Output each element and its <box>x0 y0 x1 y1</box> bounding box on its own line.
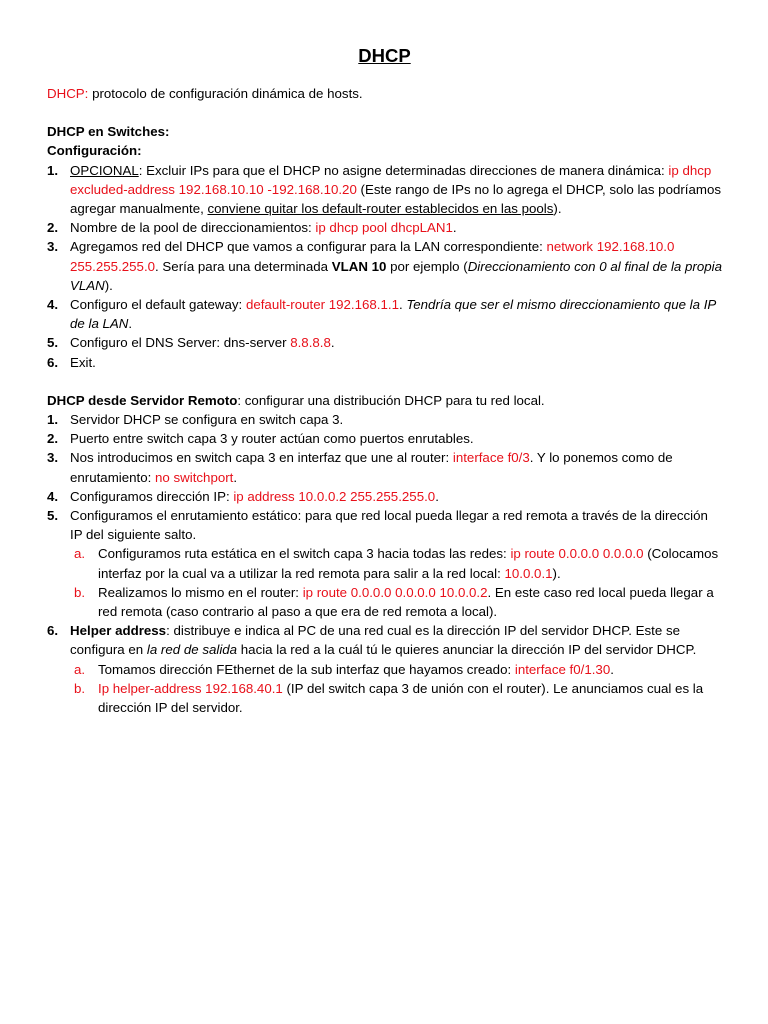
item-text: Configuramos el enrutamiento estático: para que red local pueda llegar a red remota a través de la dirección IP del siguiente salto. <box>70 508 708 543</box>
item-text: por ejemplo ( <box>386 258 468 274</box>
item-text: ). <box>553 201 562 217</box>
item-text: . <box>610 661 614 677</box>
item-number: 3. <box>47 450 59 466</box>
item-text: ). <box>104 277 113 293</box>
command-text: ip address 10.0.0.2 255.255.255.0 <box>233 488 436 504</box>
item-text: ). <box>552 565 561 581</box>
item-text: (IP del switch capa 3 de unión con el router). Le anunciamos cual es la dirección IP del servidor. <box>98 680 704 716</box>
section2-heading-rest: : configurar una distribución DHCP para tu red local. <box>237 392 545 408</box>
item-number: 2. <box>47 220 59 236</box>
command-text: interface f0/3 <box>452 450 530 466</box>
section2-list <box>47 410 722 717</box>
command-text: network 192.168.10.0 255.255.255.0 <box>70 239 675 274</box>
list-item <box>47 621 722 717</box>
command-text: default-router 192.168.1.1 <box>245 297 399 313</box>
item-number: 3. <box>47 239 59 255</box>
sub-marker: b. <box>74 584 86 600</box>
command-text: ip dhcp pool dhcpLAN1 <box>315 220 453 236</box>
sub-marker: a. <box>74 661 86 677</box>
section1-subheading: Configuración: <box>47 143 142 159</box>
item-number: 6. <box>47 623 59 639</box>
item-number: 5. <box>47 335 59 351</box>
item-text: Configuro el default gateway: <box>70 297 246 313</box>
command-text: Ip helper-address 192.168.40.1 <box>98 680 283 696</box>
list-item <box>47 237 722 295</box>
intro-label: DHCP: <box>47 86 89 101</box>
list-item <box>47 506 722 621</box>
item-number: 2. <box>47 431 59 447</box>
command-text: no switchport <box>155 469 234 485</box>
section2-heading-line <box>47 391 722 410</box>
item-number: 1. <box>47 412 59 428</box>
intro-paragraph <box>47 84 722 103</box>
list-item <box>47 410 722 429</box>
command-text: ip dhcp excluded-address 192.168.10.10 -192.168.10.20 <box>70 162 712 197</box>
vlan-label: VLAN 10 <box>331 258 387 274</box>
item-text: Configuramos dirección IP: <box>70 488 234 504</box>
item-text: Colocamos interfaz por la cual va a utilizar la red remota para salir a la red local: <box>98 546 719 581</box>
item-number: 4. <box>47 488 59 504</box>
item-text: . <box>233 469 238 485</box>
item-number: 5. <box>47 508 59 524</box>
item-number: 1. <box>47 162 59 178</box>
command-text: ip route 0.0.0.0 0.0.0.0 <box>510 546 644 562</box>
item-text: ( <box>643 546 652 562</box>
item-text: Servidor DHCP se configura en switch capa 3. <box>70 412 344 428</box>
underlined-note: conviene quitar los default-router establecidos en las pools <box>207 201 554 217</box>
helper-address-label: Helper address <box>70 623 167 639</box>
italic-note: Tendría que ser el mismo direccionamiento que la IP de la LAN <box>70 297 716 332</box>
optional-label: OPCIONAL <box>70 162 139 178</box>
list-item <box>47 295 722 333</box>
italic-note: Direccionamiento con 0 al final de la propia VLAN <box>70 258 722 293</box>
sub-marker: b. <box>74 680 86 696</box>
italic-note: la red de salida <box>146 642 238 658</box>
item-text: : distribuye e indica al PC de una red cual es la dirección IP del servidor DHCP. Este se configura en <box>70 623 680 658</box>
item-text: . Y lo ponemos como de enrutamiento: <box>70 450 673 485</box>
item-text: Agregamos red del DHCP que vamos a configurar para la LAN correspondiente: <box>70 239 547 255</box>
command-text: 8.8.8.8 <box>290 335 331 351</box>
item-number: 6. <box>47 354 59 370</box>
item-text: Tomamos dirección FEthernet de la sub interfaz que hayamos creado: <box>98 661 515 677</box>
item-text: . En este caso red local pueda llegar a red remota (caso contrario al paso a que era de red remota a local). <box>98 584 714 620</box>
item-text: . <box>398 297 407 313</box>
page-title: DHCP <box>358 45 411 66</box>
section1-heading: DHCP en Switches: <box>47 124 170 140</box>
item-text: . <box>452 220 457 236</box>
intro-text: protocolo de configuración dinámica de hosts. <box>88 86 363 101</box>
sublist-item <box>71 660 722 679</box>
item-text: . Sería para una determinada <box>155 258 332 274</box>
command-text: 10.0.0.1 <box>504 565 553 581</box>
item-text: Configuramos ruta estática en el switch capa 3 hacia todas las redes: <box>98 546 511 562</box>
item-text: Nos introducimos en switch capa 3 en interfaz que une al router: <box>70 450 453 466</box>
sublist <box>70 544 722 621</box>
sublist <box>70 660 722 718</box>
list-item <box>47 333 722 352</box>
section2-heading: DHCP desde Servidor Remoto <box>47 392 238 408</box>
list-item <box>47 353 722 372</box>
item-text: (Este rango de IPs no lo agrega el DHCP, solo las podríamos agregar manualmente, <box>70 181 721 217</box>
item-text: Exit. <box>70 354 96 370</box>
item-text: Puerto entre switch capa 3 y router actúan como puertos enrutables. <box>70 431 474 447</box>
sublist-item <box>71 679 722 717</box>
list-item <box>47 448 722 486</box>
item-text: Realizamos lo mismo en el router: <box>98 584 303 600</box>
item-text: . <box>128 316 133 332</box>
command-text: ip route 0.0.0.0 0.0.0.0 10.0.0.2 <box>302 584 488 600</box>
item-number: 4. <box>47 297 59 313</box>
sublist-item <box>71 583 722 621</box>
section1-list <box>47 161 722 372</box>
command-text: interface f0/1.30 <box>514 661 611 677</box>
list-item <box>47 429 722 448</box>
spacer <box>47 372 722 391</box>
sub-marker: a. <box>74 546 86 562</box>
item-text: . <box>435 488 439 504</box>
spacer <box>47 103 722 122</box>
item-text: : Excluir IPs para que el DHCP no asigne determinadas direcciones de manera dinámica: <box>138 162 669 178</box>
list-item <box>47 487 722 506</box>
item-text: . <box>330 335 335 351</box>
list-item <box>47 218 722 237</box>
item-text: hacia la red a la cuál tú le quieres anunciar la dirección IP del servidor DHCP. <box>237 642 697 658</box>
sublist-item <box>71 544 722 582</box>
list-item <box>47 161 722 219</box>
item-text: Nombre de la pool de direccionamientos: <box>70 220 316 236</box>
item-text: Configuro el DNS Server: dns-server <box>70 335 291 351</box>
